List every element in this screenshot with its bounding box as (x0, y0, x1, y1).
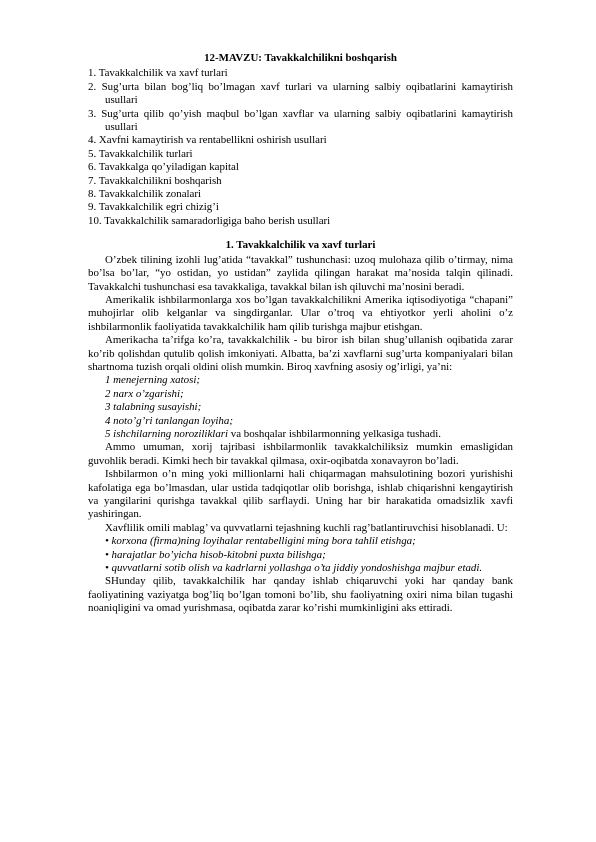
topic-item: 3. Sug’urta qilib qo’yish maqbul bo’lgan xavflar va ularning salbiy oqibatlarini kamaytirish usullari (88, 107, 513, 134)
list-item-tail: va boshqalar ishbilarmonning yelkasiga tushadi. (228, 427, 441, 440)
bullet-item: • harajatlar bo’yicha hisob-kitobni puxta bilishga; (105, 548, 326, 561)
bullet-list (88, 535, 513, 575)
topic-item: 7. Tavakkalchilikni boshqarish (88, 174, 222, 187)
section-heading: 1. Tavakkalchilik va xavf turlari (225, 239, 376, 252)
paragraph: SHunday qilib, tavakkalchilik har qanday ishlab chiqaruvchi yoki har qanday bank faoliyatining vaziyatga bog’liq bo’lgan tomoni bo’lib, shu faoliyatning oxiri nima bilan tugashi noaniqligini va omad yurishmasa, oqibatda zarar ko’rishi mumkinligini aks ettiradi. (88, 575, 513, 615)
topic-item: 5. Tavakkalchilik turlari (88, 147, 193, 160)
topic-item: 10. Tavakkalchilik samaradorligiga baho berish usullari (88, 214, 331, 227)
list-item: 4 noto’g’ri tanlangan loyiha; (105, 414, 233, 427)
topic-item: 4. Xavfni kamaytirish va rentabellikni oshirish usullari (88, 134, 327, 147)
list-item: 3 talabning susayishi; (105, 401, 202, 414)
topic-item: 9. Tavakkalchilik egri chizig’i (88, 201, 219, 214)
bullet-item: • quvvatlarni sotib olish va kadrlarni yollashga o’ta jiddiy yondoshishga majbur etadi. (105, 562, 483, 575)
list-item: 1 menejerning xatosi; (105, 374, 200, 387)
paragraph: Ishbilarmon o’n ming yoki millionlarni hali chiqarmagan mahsulotining bozori yurishishi kafolatiga ega bo’lmasdan, ular ustida tadqiqotlar olib borishga, ishlab chiqarishni kengaytirish va yangilarini qurishga tavakkal qilib sarflaydi. Uning har bir harakatida omadsizlik xavfi yashiringan. (88, 468, 513, 521)
topic-item: 6. Tavakkalga qo’yiladigan kapital (88, 161, 239, 174)
list-item: 5 ishchilarning noroziliklari va boshqalar ishbilarmonning yelkasiga tushadi. (105, 427, 441, 440)
topic-list (88, 67, 513, 228)
page-title: 12-MAVZU: Tavakkalchilikni boshqarish (204, 52, 397, 64)
paragraph: O’zbek tilining izohli lug’atida “tavakkal” tushunchasi: uzoq mulohaza qilib o’tirmay, nima bo’lsa bo’lar, “yo ostidan, yo ustidan” zaylida qilingan harakat ma’nosida talqin qilinadi. Tavakkalchi tushunchasi esa tavakkaliga, tavakkal bilan ish qiluvchi ma’nosini beradi. (88, 253, 513, 293)
numbered-list (88, 374, 513, 441)
list-item: 2 narx o’zgarishi; (105, 387, 184, 400)
topic-item: 8. Tavakkalchilik zonalari (88, 188, 202, 201)
paragraph: Ammo umuman, xorij tajribasi ishbilarmonlik tavakkalchiliksiz mumkin emasligidan guvohlik beradi. Kimki hech bir tavakkal qilmasa, oxir-oqibatda xonavayron bo’ladi. (88, 441, 513, 467)
paragraph: Amerikacha ta’rifga ko’ra, tavakkalchilik - bu biror ish bilan shug’ullanish oqibatida zarar ko’rib qolishdan qutulib qolish imkoniyati. Albatta, ba’zi xavflarni sug’urta kompaniyalari bilan shartnoma tuzish orqali oldini olish mumkin. Biroq xavfning asosiy og’irligi, ya’ni: (88, 334, 513, 373)
topic-item: 2. Sug’urta bilan bog’liq bo’lmagan xavf turlari va ularning salbiy oqibatlarini kamaytirish usullari (88, 80, 513, 107)
bullet-item: • korxona (firma)ning loyihalar rentabelligini ming bora tahlil etishga; (105, 535, 416, 548)
topic-item: 1. Tavakkalchilik va xavf turlari (88, 67, 228, 80)
paragraph: Amerikalik ishbilarmonlarga xos bo’lgan tavakkalchilikni Amerika iqtisodiyotiga “chapani” muhojirlar olib kelganlar va singdirganlar. Ular o’troq va ehtiyotkor yerli aholini o’z ishbilarmonlik faoliyatida tavakkalchilik ham qilib turishga majbur etishgan. (88, 293, 513, 333)
document-page (88, 52, 513, 616)
paragraph: Xavflilik omili mablag’ va quvvatlarni tejashning kuchli rag’batlantiruvchisi hisoblanadi. U: (105, 521, 508, 534)
